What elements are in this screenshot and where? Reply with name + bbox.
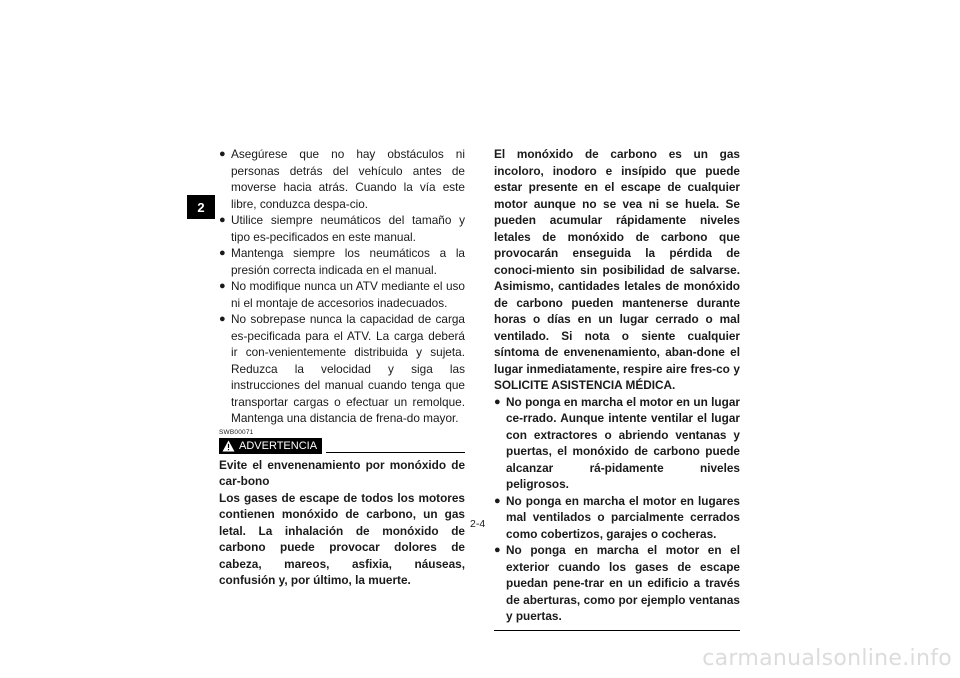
list-item-text: Asegúrese que no hay obstáculos ni personas detrás del vehículo antes de moverse hacia atrás. Cuando la vía este libre, conduzca despa-cio. — [231, 147, 465, 211]
list-item — [219, 245, 465, 278]
list-item-text: No sobrepase nunca la capacidad de carga es-pecificada para el ATV. La carga deberá ir con-venientemente distribuida y sujeta. Reduzca la velocidad y siga las instrucciones del manual cuando tenga que transportar cargas o efectuar un remolque. Mantenga una distancia de frena-do mayor. — [231, 312, 465, 425]
list-item-text: No ponga en marcha el motor en un lugar ce-rrado. Aunque intente ventilar el lugar con extractores o abriendo ventanas y puertas, el monóxido de carbono puede alcanzar rá-pidamente niveles peligrosos. — [506, 394, 740, 491]
warning-triangle-icon — [222, 440, 235, 452]
list-item — [494, 542, 740, 625]
bullet-icon: ● — [219, 148, 226, 160]
list-item-text: No ponga en marcha el motor en el exterior cuando los gases de escape puedan pene-trar en un edificio a través de aberturas, como por ejemplo ventanas y puertas. — [506, 543, 740, 623]
warning-header — [219, 438, 465, 454]
list-item — [219, 146, 465, 212]
page-number: 2-4 — [470, 518, 486, 530]
watermark: carmanualsonline.info — [702, 646, 952, 671]
warning-bullet-list — [494, 394, 740, 625]
bullet-icon: ● — [494, 544, 501, 556]
bullet-icon: ● — [219, 214, 226, 226]
warning-end-divider — [494, 630, 740, 631]
list-item — [219, 278, 465, 311]
chapter-tab: 2 — [187, 195, 215, 219]
warning-banner — [219, 438, 322, 454]
warning-paragraph-1: Los gases de escape de todos los motores contienen monóxido de carbono, un gas letal. La inhalación de monóxido de carbono puede provocar dolores de cabeza, mareos, asfixia, náuseas, confusión y, por último, la muerte. — [219, 490, 465, 587]
list-item-text: Mantenga siempre los neumáticos a la presión correcta indicada en el manual. — [231, 246, 465, 277]
right-column — [494, 146, 740, 631]
safety-bullet-list — [219, 146, 465, 427]
warning-paragraph-2: El monóxido de carbono es un gas incoloro, inodoro e insípido que puede estar presente en el escape de cualquier motor aunque no se vea ni se huela. Se pueden acumular rápidamente niveles letales de monóxido de carbono que provocarán enseguida la pérdida de conoci-miento sin posibilidad de salvarse. Asimismo, cantidades letales de monóxido de carbono pueden mantenerse durante horas o días en un lugar cerrado o mal ventilado. Si nota o siente cualquier síntoma de envenenamiento, aban-done el lugar inmediatamente, respire aire fres-co y SOLICITE ASISTENCIA MÉDICA. — [494, 147, 740, 392]
list-item-text: No ponga en marcha el motor en lugares mal ventilados o parcialmente cerrados como cobertizos, garajes o cocheras. — [506, 493, 740, 541]
bullet-icon: ● — [219, 280, 226, 292]
list-item — [219, 311, 465, 427]
warning-divider — [326, 452, 465, 453]
list-item — [494, 394, 740, 493]
warning-label: ADVERTENCIA — [239, 439, 318, 452]
list-item-text: Utilice siempre neumáticos del tamaño y tipo es-pecificados en este manual. — [231, 213, 465, 244]
list-item-text: No modifique nunca un ATV mediante el uso ni el montaje de accesorios inadecuados. — [231, 279, 465, 310]
bullet-icon: ● — [219, 313, 226, 325]
left-column — [219, 146, 465, 589]
bullet-icon: ● — [494, 395, 501, 408]
warning-code: SWB00071 — [219, 428, 254, 436]
list-item — [494, 493, 740, 543]
bullet-icon: ● — [219, 247, 226, 259]
warning-heading: Evite el envenenamiento por monóxido de car-bono — [219, 457, 465, 488]
list-item — [219, 212, 465, 245]
bullet-icon: ● — [494, 494, 501, 507]
